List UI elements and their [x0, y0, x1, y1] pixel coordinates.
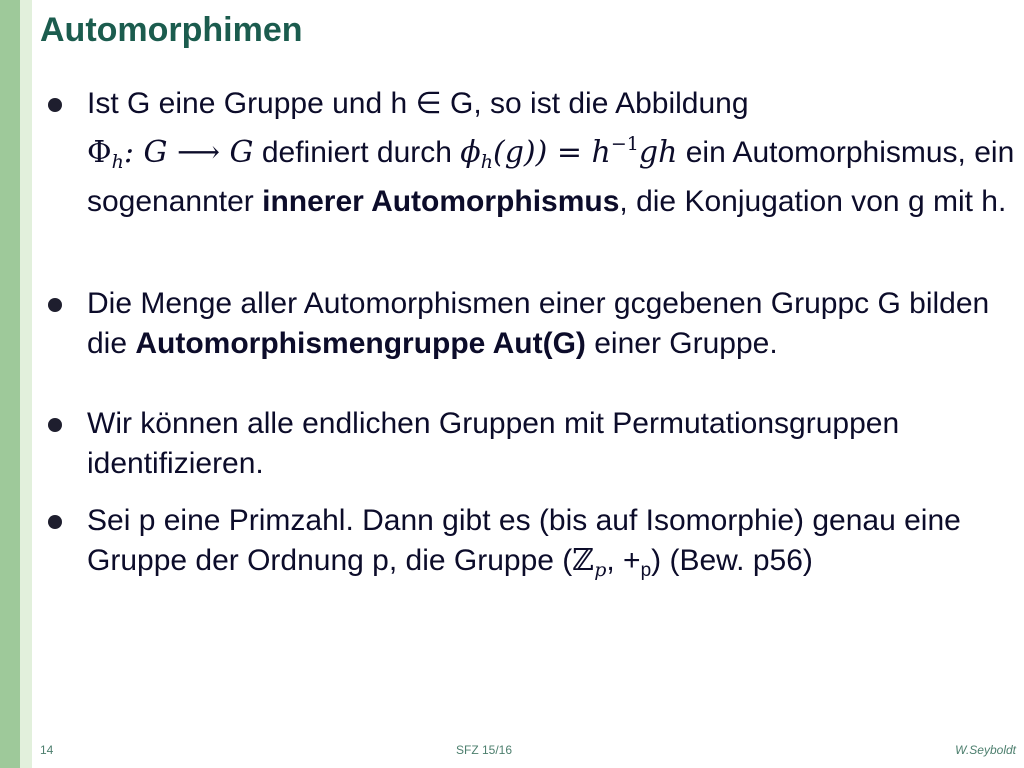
bullet-text: einer Gruppe. [585, 327, 778, 360]
bullet-text: definiert durch [253, 136, 461, 169]
slide-title: Automorphimen [40, 11, 303, 49]
math-phi-lower-subscript: h [480, 151, 493, 173]
bullet-text: , + [606, 544, 641, 577]
math-integers: ℤ [572, 543, 595, 578]
left-accent-bar [0, 0, 20, 768]
bullet-permutation-groups [46, 404, 1016, 484]
bullet-inner-automorphism [46, 84, 1016, 222]
bullet-automorphism-group [46, 284, 1016, 364]
math-phi-subscript: h [111, 151, 124, 173]
bullet-bold-term: Automorphismengruppe Aut(G) [135, 327, 586, 360]
bullet-text: ein Automorphismus, ein sogenannter [87, 136, 1015, 218]
bullet-bold-term: innerer Automorphismus [262, 185, 620, 218]
math-exponent: −1 [610, 133, 639, 155]
bullet-text: Die Menge aller Automorphismen einer gcgebenen Gruppc G bilden die [87, 287, 990, 360]
bullet-text: ) (Bew. p56) [651, 544, 813, 577]
left-accent-bar-light [20, 0, 32, 768]
bullet-text: Wir können alle endlichen Gruppen mit Permutationsgruppen identifizieren. [87, 407, 900, 480]
bullet-list [46, 84, 1016, 591]
math-phi-lower: ϕ [460, 135, 481, 170]
bullet-text: Sei p eine Primzahl. Dann gibt es (bis auf Isomorphie) genau eine Gruppe der Ordnung p, die Gruppe ( [87, 504, 961, 577]
math-integers-subscript: p [594, 559, 607, 581]
math-phi: Φ [87, 135, 112, 170]
math-mapping: : G ⟶ G [123, 135, 254, 170]
math-gh: gh [638, 135, 678, 170]
footer-center-text: SFZ 15/16 [456, 743, 513, 757]
footer-author: W.Seyboldt [955, 743, 1016, 757]
math-argument: (g)) = h [493, 135, 611, 170]
page-number: 14 [40, 743, 54, 757]
bullet-text: Ist G eine Gruppe und h ∈ G, so ist die Abbildung [87, 87, 749, 120]
bullet-prime-order [46, 501, 1016, 591]
bullet-text: , die Konjugation von g mit h. [619, 185, 1007, 218]
plus-subscript: p [640, 560, 652, 581]
